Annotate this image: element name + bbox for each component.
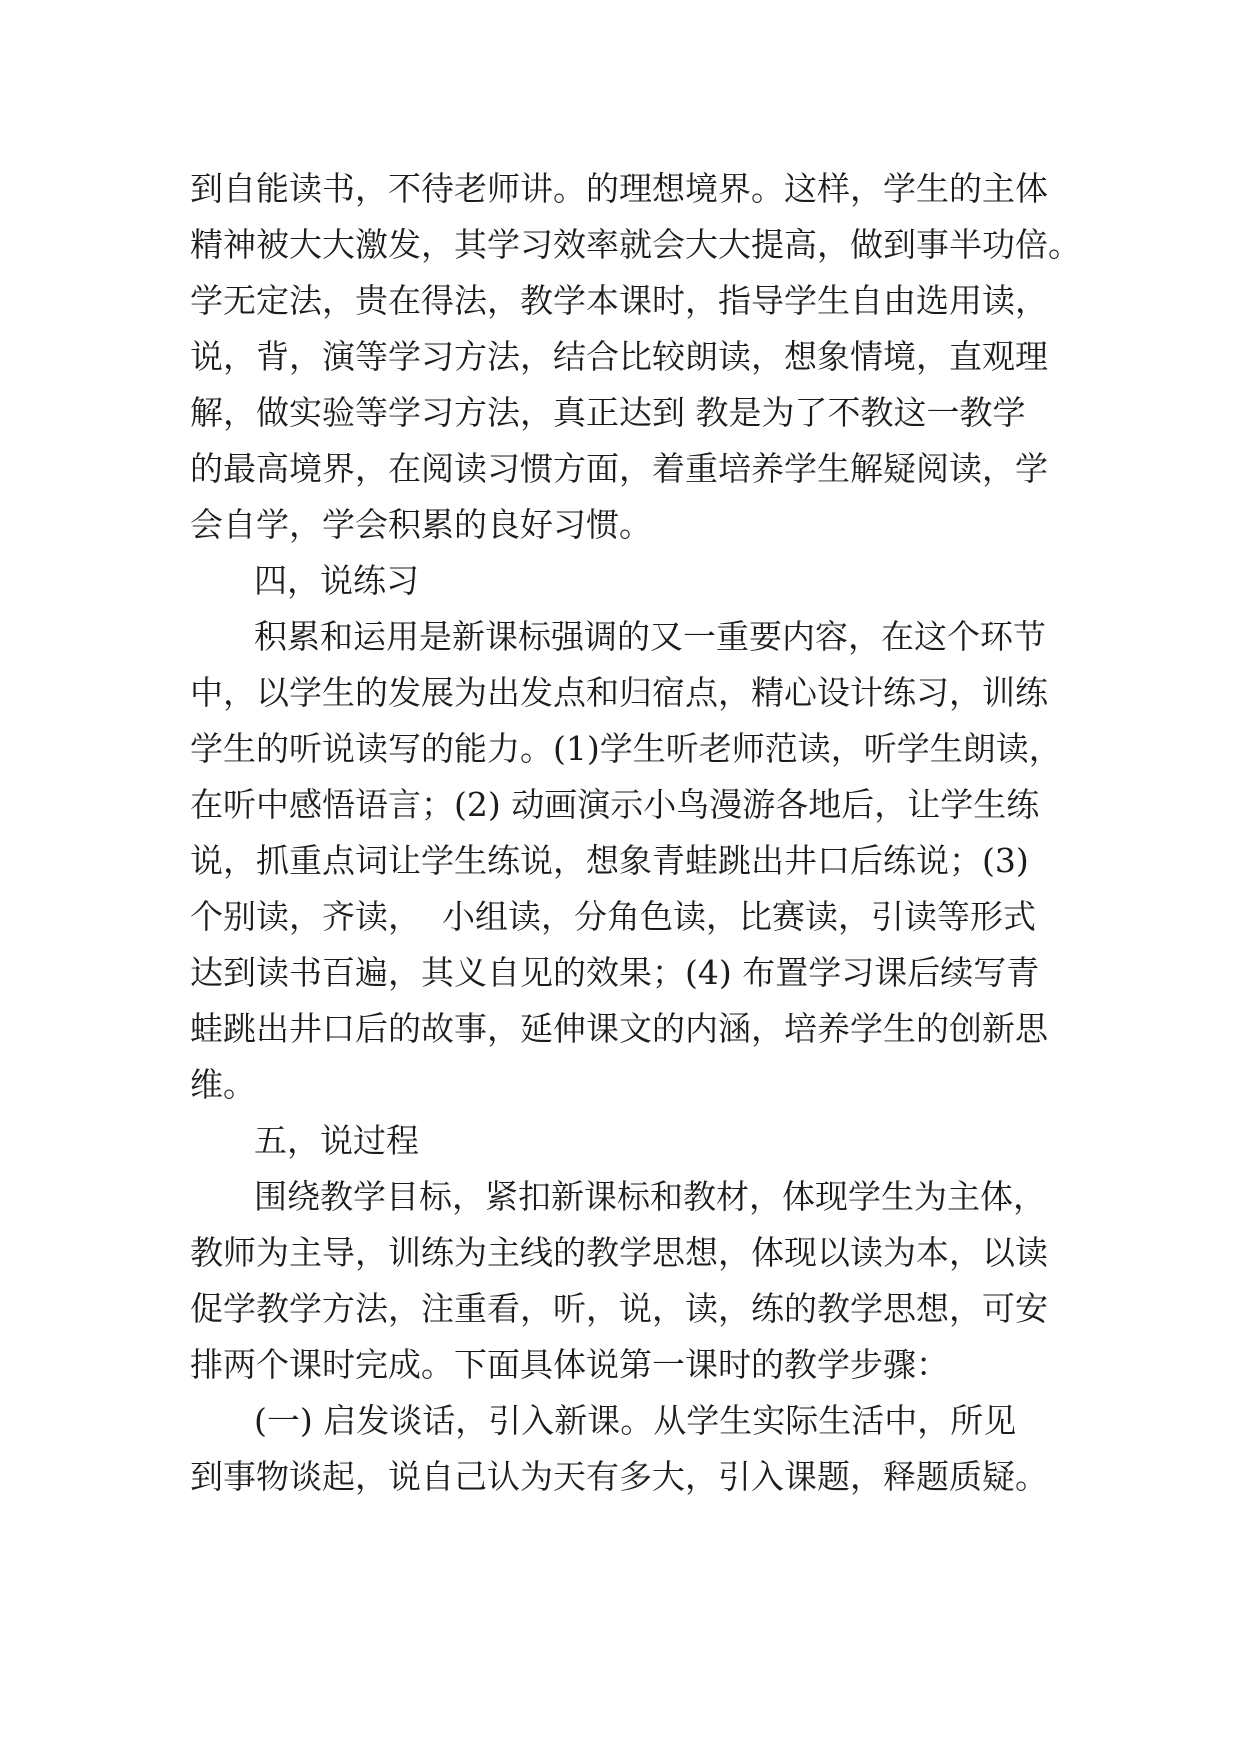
text-line: 蛙跳出井口后的故事，延伸课文的内涵，培养学生的创新思 bbox=[190, 1009, 1048, 1048]
text-line: 精神被大大激发，其学习效率就会大大提高，做到事半功倍。 bbox=[190, 225, 1081, 264]
section-heading: 五，说过程 bbox=[254, 1121, 419, 1160]
text-line: 达到读书百遍，其义自见的效果；(4) 布置学习课后续写青 bbox=[190, 953, 1040, 992]
text-line: (一) 启发谈话，引入新课。从学生实际生活中，所见 bbox=[254, 1401, 1017, 1440]
text-line: 会自学，学会积累的良好习惯。 bbox=[190, 505, 652, 544]
text-line: 个别读，齐读， 小组读，分角色读，比赛读，引读等形式 bbox=[190, 897, 1036, 936]
text-line: 在听中感悟语言；(2) 动画演示小鸟漫游各地后，让学生练 bbox=[190, 785, 1040, 824]
text-line: 说，背，演等学习方法，结合比较朗读，想象情境，直观理 bbox=[190, 337, 1048, 376]
section-heading: 四，说练习 bbox=[254, 561, 419, 600]
text-line: 说，抓重点词让学生练说，想象青蛙跳出井口后练说；(3) bbox=[190, 841, 1029, 880]
text-line: 促学教学方法，注重看，听，说，读，练的教学思想，可安 bbox=[190, 1289, 1048, 1328]
text-line: 到自能读书，不待老师讲。的理想境界。这样，学生的主体 bbox=[190, 169, 1048, 208]
text-line: 围绕教学目标，紧扣新课标和教材，体现学生为主体， bbox=[254, 1177, 1046, 1216]
text-line: 学无定法，贵在得法，教学本课时，指导学生自由选用读， bbox=[190, 281, 1048, 320]
text-line: 学生的听说读写的能力。(1)学生听老师范读，听学生朗读， bbox=[190, 729, 1062, 768]
text-line: 到事物谈起，说自己认为天有多大，引入课题，释题质疑。 bbox=[190, 1457, 1048, 1496]
text-line: 教师为主导，训练为主线的教学思想，体现以读为本，以读 bbox=[190, 1233, 1048, 1272]
text-line: 维。 bbox=[190, 1065, 256, 1104]
text-line: 排两个课时完成。下面具体说第一课时的教学步骤： bbox=[190, 1345, 949, 1384]
text-line: 中，以学生的发展为出发点和归宿点，精心设计练习，训练 bbox=[190, 673, 1048, 712]
text-line: 积累和运用是新课标强调的又一重要内容，在这个环节 bbox=[254, 617, 1046, 656]
text-line: 解，做实验等学习方法，真正达到 教是为了不教这一教学 bbox=[190, 393, 1026, 432]
text-line: 的最高境界，在阅读习惯方面，着重培养学生解疑阅读，学 bbox=[190, 449, 1048, 488]
